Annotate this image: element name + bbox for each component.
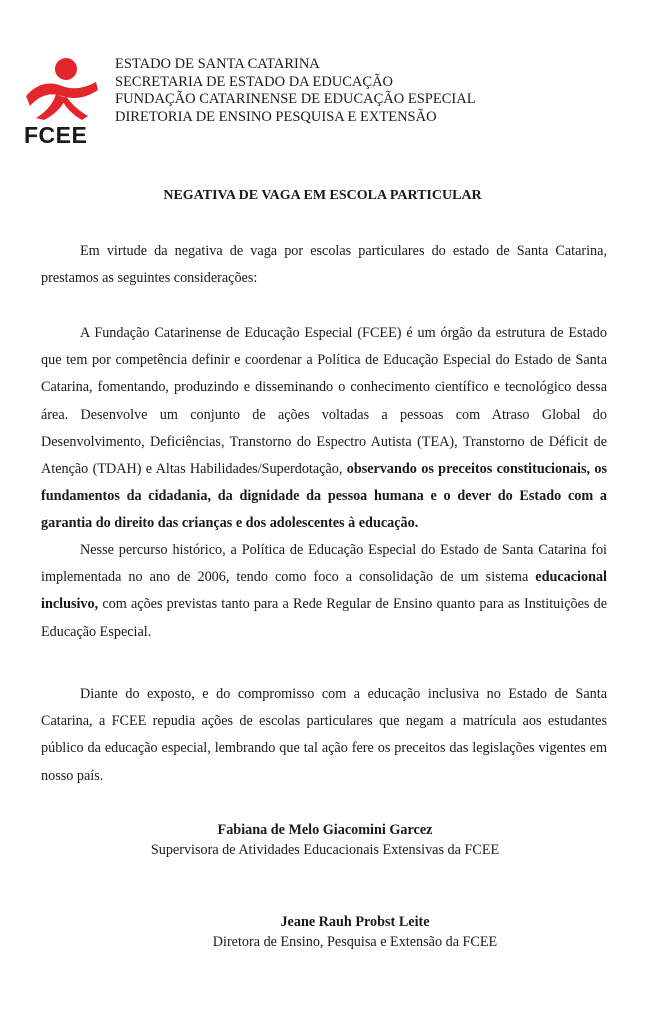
paragraph-text: Diante do exposto, e do compromisso com a educação inclusiva no Estado de Santa Catarina, a FCEE repudia ações de escolas particulares que negam a matrícula aos estudantes público da educação especial, lembrando que tal ação fere os preceitos das legislações vigentes em nosso país. <box>41 686 607 784</box>
paragraph-history <box>41 537 607 646</box>
paragraph-text <box>41 320 607 538</box>
institution-line: ESTADO DE SANTA CATARINA <box>115 56 320 72</box>
fcee-logo <box>22 56 100 148</box>
fcee-figure-icon <box>22 56 100 122</box>
institution-line: SECRETARIA DE ESTADO DA EDUCAÇÃO <box>115 73 394 90</box>
paragraph-text: Em virtude da negativa de vaga por escolas particulares do estado de Santa Catarina, prestamos as seguintes considerações: <box>41 243 607 287</box>
institution-line: FUNDAÇÃO CATARINENSE DE EDUCAÇÃO ESPECIAL <box>115 91 476 107</box>
signatory-name: Fabiana de Melo Giacomini Garcez <box>217 822 433 838</box>
paragraph-plain: A Fundação Catarinense de Educação Especial (FCEE) é um órgão da estrutura de Estado que tem por competência definir e coordenar a Política de Educação Especial do Estado de Santa Catarina, fomentando, produzindo e disseminando o conhecimento científico e tecnológico dessa área. Desenvolve um conjunto de ações voltadas a pessoas com Atraso Global do Desenvolvimento, Deficiências, Transtorno do Espectro Autista (TEA), Transtorno de Déficit de Atenção (TDAH) e Altas Habilidades/Superdotação, <box>41 325 607 478</box>
institution-line: DIRETORIA DE ENSINO PESQUISA E EXTENSÃO <box>115 108 437 125</box>
document-title: NEGATIVA DE VAGA EM ESCOLA PARTICULAR <box>163 188 482 203</box>
signature-block <box>130 820 520 860</box>
paragraph-plain: Nesse percurso histórico, a Política de Educação Especial do Estado de Santa Catarina foi implementada no ano de 2006, tendo como foco a consolidação de um sistema <box>41 542 607 586</box>
signatory-name: Jeane Rauh Probst Leite <box>280 914 430 930</box>
institution-block <box>115 56 476 126</box>
document-header <box>22 56 622 156</box>
paragraph-conclusion <box>41 681 607 790</box>
signatory-role: Diretora de Ensino, Pesquisa e Extensão da FCEE <box>212 934 498 950</box>
signature-block <box>190 912 520 952</box>
paragraph-text <box>41 537 607 646</box>
paragraph-intro <box>41 238 607 292</box>
paragraph-bold: observando os preceitos constitucionais, os fundamentos da cidadania, da dignidade da pessoa humana e o dever do Estado com a garantia do direito das crianças e dos adolescentes à educação. <box>41 461 607 532</box>
paragraph-plain: com ações previstas tanto para a Rede Regular de Ensino quanto para as Instituições de Educação Especial. <box>41 596 607 640</box>
paragraph-fcee <box>41 320 607 538</box>
paragraph-bold: educacional inclusivo, <box>41 569 607 613</box>
fcee-logo-text: FCEE <box>24 122 88 148</box>
signatory-role: Supervisora de Atividades Educacionais Extensivas da FCEE <box>150 842 500 858</box>
